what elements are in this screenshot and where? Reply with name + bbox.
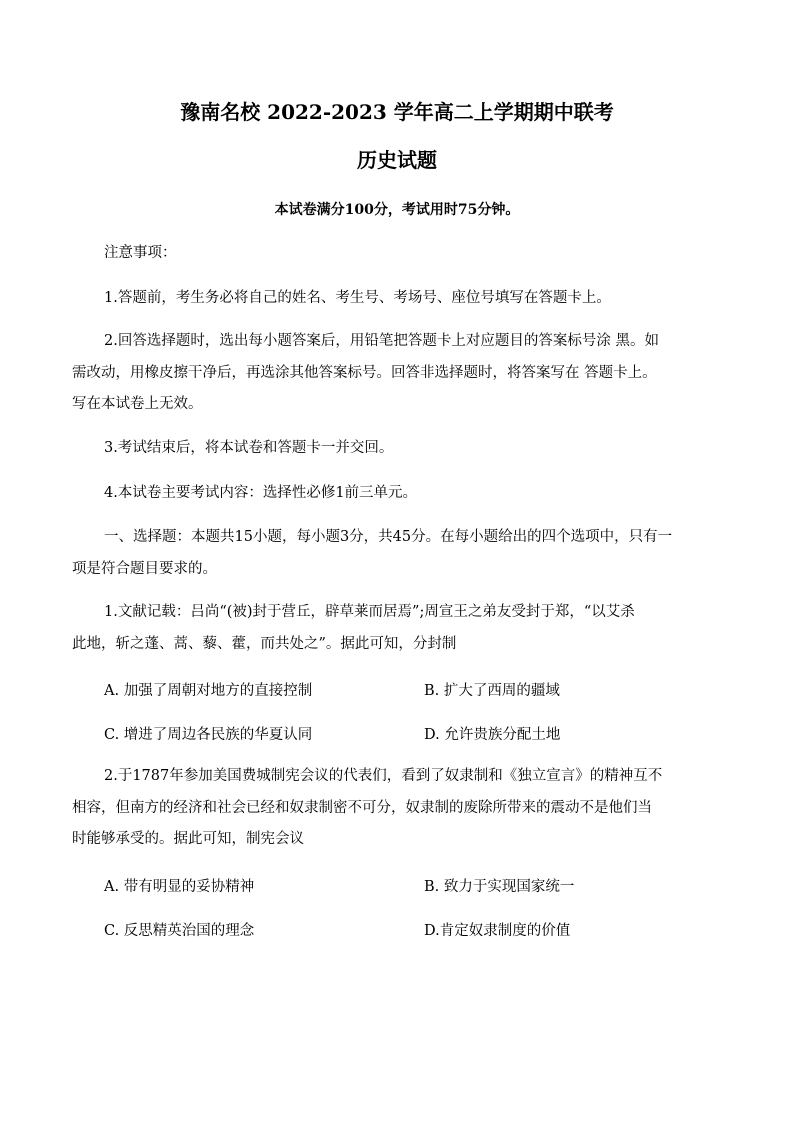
question-1-stem-line-2: 此地，斩之蓬、蒿、藜、藿，而共处之”。据此可知，分封制: [72, 635, 457, 652]
question-1-stem: [72, 597, 722, 660]
question-1-option-a: A. 加强了周朝对地方的直接控制: [104, 683, 313, 699]
instruction-item-4: 4.本试卷主要考试内容：选择性必修1前三单元。: [104, 485, 418, 501]
question-1-stem-line-1: 1.文献记载：吕尚“(被)封于营丘，辟草莱而居焉”;周宣王之弟友受封于郑，“以艾杀: [104, 604, 635, 620]
question-2-option-b: B. 致力于实现国家统一: [424, 879, 575, 895]
score-note: 本试卷满分100分，考试用时75分钟。: [274, 202, 520, 218]
question-2-option-d: D.肯定奴隶制度的价值: [424, 923, 571, 939]
instruction-item-1: 1.答题前，考生务必将自己的姓名、考生号、考场号、座位号填写在答题卡上。: [104, 290, 611, 306]
question-2-option-a: A. 带有明显的妥协精神: [104, 879, 255, 895]
subject-title: 历史试题: [357, 148, 437, 172]
exam-title: 豫南名校 2022-2023 学年高二上学期期中联考: [180, 100, 614, 124]
question-2-stem-line-1: 2.于1787年参加美国费城制宪会议的代表们，看到了奴隶制和《独立宣言》的精神互不: [104, 768, 663, 784]
question-2-stem-line-3: 时能够承受的。据此可知，制宪会议: [72, 831, 304, 847]
question-1-option-d: D. 允许贵族分配土地: [424, 727, 561, 743]
question-1-option-b: B. 扩大了西周的疆域: [424, 683, 560, 699]
instruction-item-2-line-3: 写在本试卷上无效。: [72, 396, 203, 412]
instruction-item-3: 3.考试结束后，将本试卷和答题卡一并交回。: [104, 440, 394, 456]
section-heading-line-1: 一、选择题：本题共15小题，每小题3分，共45分。在每小题给出的四个选项中，只有一: [104, 529, 673, 545]
instruction-item-2-line-2: 需改动，用橡皮擦干净后，再选涂其他答案标号。回答非选择题时，将答案写在 答题卡上。: [72, 364, 657, 381]
section-heading: [72, 522, 722, 585]
instruction-item-2-line-1: 2.回答选择题时，选出每小题答案后，用铅笔把答题卡上对应题目的答案标号涂 黑。如: [104, 333, 659, 349]
question-2-stem: [72, 761, 722, 856]
instructions-heading: 注意事项：: [104, 245, 177, 261]
question-2-option-c: C. 反思精英治国的理念: [104, 923, 255, 939]
section-heading-line-2: 项是符合题目要求的。: [72, 560, 217, 577]
question-1-option-c: C. 增进了周边各民族的华夏认同: [104, 727, 313, 743]
instruction-item-2: [72, 326, 722, 421]
question-2-stem-line-2: 相容，但南方的经济和社会已经和奴隶制密不可分，奴隶制的废除所带来的震动不是他们当: [72, 799, 652, 816]
